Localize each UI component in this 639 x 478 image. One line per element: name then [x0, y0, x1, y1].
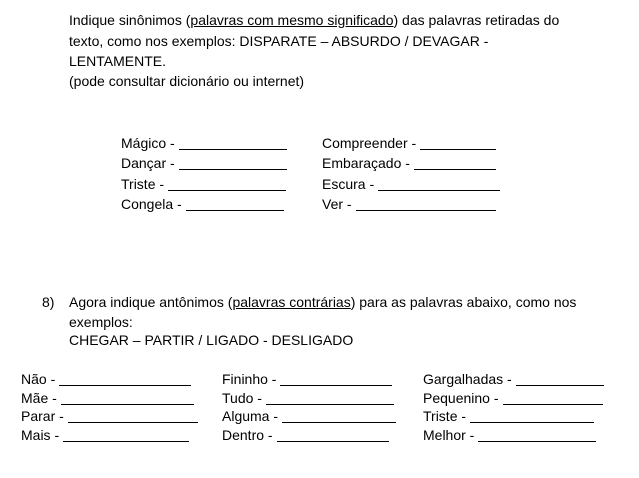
word-label: Dançar - [121, 155, 175, 171]
answer-blank[interactable] [277, 427, 389, 442]
word-label: Triste - [121, 176, 165, 192]
answer-blank[interactable] [179, 135, 287, 150]
s7-right-item [322, 154, 496, 173]
s8-line1-start: Agora indique antônimos ( [69, 294, 233, 310]
s7-instruction-line2: texto, como nos exemplos: DISPARATE – ABSURDO / DEVAGAR - [69, 33, 489, 49]
word-label: Parar - [21, 408, 64, 424]
s7-line1-end: ) das palavras retiradas do [393, 12, 560, 28]
s8-col1-item [21, 370, 191, 389]
s8-number: 8) [42, 294, 55, 310]
answer-blank[interactable] [420, 135, 496, 150]
s8-instruction-line1 [69, 293, 576, 312]
word-label: Triste - [423, 408, 467, 424]
word-label: Alguma - [222, 408, 279, 424]
s7-left-item [121, 195, 284, 214]
s8-col2-item [222, 370, 392, 389]
word-label: Mágico - [121, 135, 175, 151]
answer-blank[interactable] [280, 371, 392, 386]
s8-col1-item [21, 426, 189, 445]
s8-col3-item [423, 426, 596, 445]
s8-col3-item [423, 407, 594, 426]
word-label: Dentro - [222, 427, 273, 443]
s8-col1-item [21, 407, 198, 426]
word-label: Congela - [121, 196, 182, 212]
word-label: Tudo - [222, 390, 262, 406]
word-label: Ver - [322, 196, 352, 212]
word-label: Melhor - [423, 427, 475, 443]
s7-right-item [322, 134, 496, 153]
answer-blank[interactable] [414, 155, 496, 170]
answer-blank[interactable] [470, 408, 594, 423]
s8-instruction-line2: exemplos: [69, 314, 133, 330]
answer-blank[interactable] [478, 427, 596, 442]
word-label: Pequenino - [423, 390, 499, 406]
s8-col1-item [21, 389, 194, 408]
answer-blank[interactable] [266, 390, 394, 405]
s7-instruction-line4: (pode consultar dicionário ou internet) [69, 73, 305, 89]
answer-blank[interactable] [168, 176, 286, 191]
s8-col2-item [222, 389, 394, 408]
word-label: Escura - [322, 176, 375, 192]
answer-blank[interactable] [282, 408, 396, 423]
s7-line1-underlined: palavras com mesmo significado [190, 12, 394, 28]
word-label: Gargalhadas - [423, 371, 512, 387]
word-label: Mãe - [21, 390, 57, 406]
word-label: Mais - [21, 427, 60, 443]
s7-line1-start: Indique sinônimos ( [69, 12, 191, 28]
s8-col2-item [222, 426, 389, 445]
answer-blank[interactable] [61, 390, 194, 405]
word-label: Não - [21, 371, 56, 387]
answer-blank[interactable] [186, 196, 284, 211]
answer-blank[interactable] [503, 390, 603, 405]
word-label: Embaraçado - [322, 155, 410, 171]
s7-right-item [322, 175, 500, 194]
s7-left-item [121, 175, 286, 194]
answer-blank[interactable] [68, 408, 198, 423]
answer-blank[interactable] [356, 196, 496, 211]
s8-col3-item [423, 389, 603, 408]
s8-line1-end: ) para as palavras abaixo, como nos [350, 294, 577, 310]
answer-blank[interactable] [378, 176, 500, 191]
s7-right-item [322, 195, 496, 214]
word-label: Compreender - [322, 135, 417, 151]
word-label: Fininho - [222, 371, 277, 387]
s8-examples: CHEGAR – PARTIR / LIGADO - DESLIGADO [69, 332, 354, 348]
s7-left-item [121, 154, 287, 173]
answer-blank[interactable] [63, 427, 189, 442]
s8-col3-item [423, 370, 604, 389]
s7-left-item [121, 134, 287, 153]
s8-col2-item [222, 407, 396, 426]
s7-instruction-line3: LENTAMENTE. [69, 53, 166, 69]
s7-instruction-line1 [69, 11, 559, 30]
s8-line1-underlined: palavras contrárias [232, 294, 351, 310]
answer-blank[interactable] [179, 155, 287, 170]
answer-blank[interactable] [59, 371, 191, 386]
answer-blank[interactable] [516, 371, 604, 386]
